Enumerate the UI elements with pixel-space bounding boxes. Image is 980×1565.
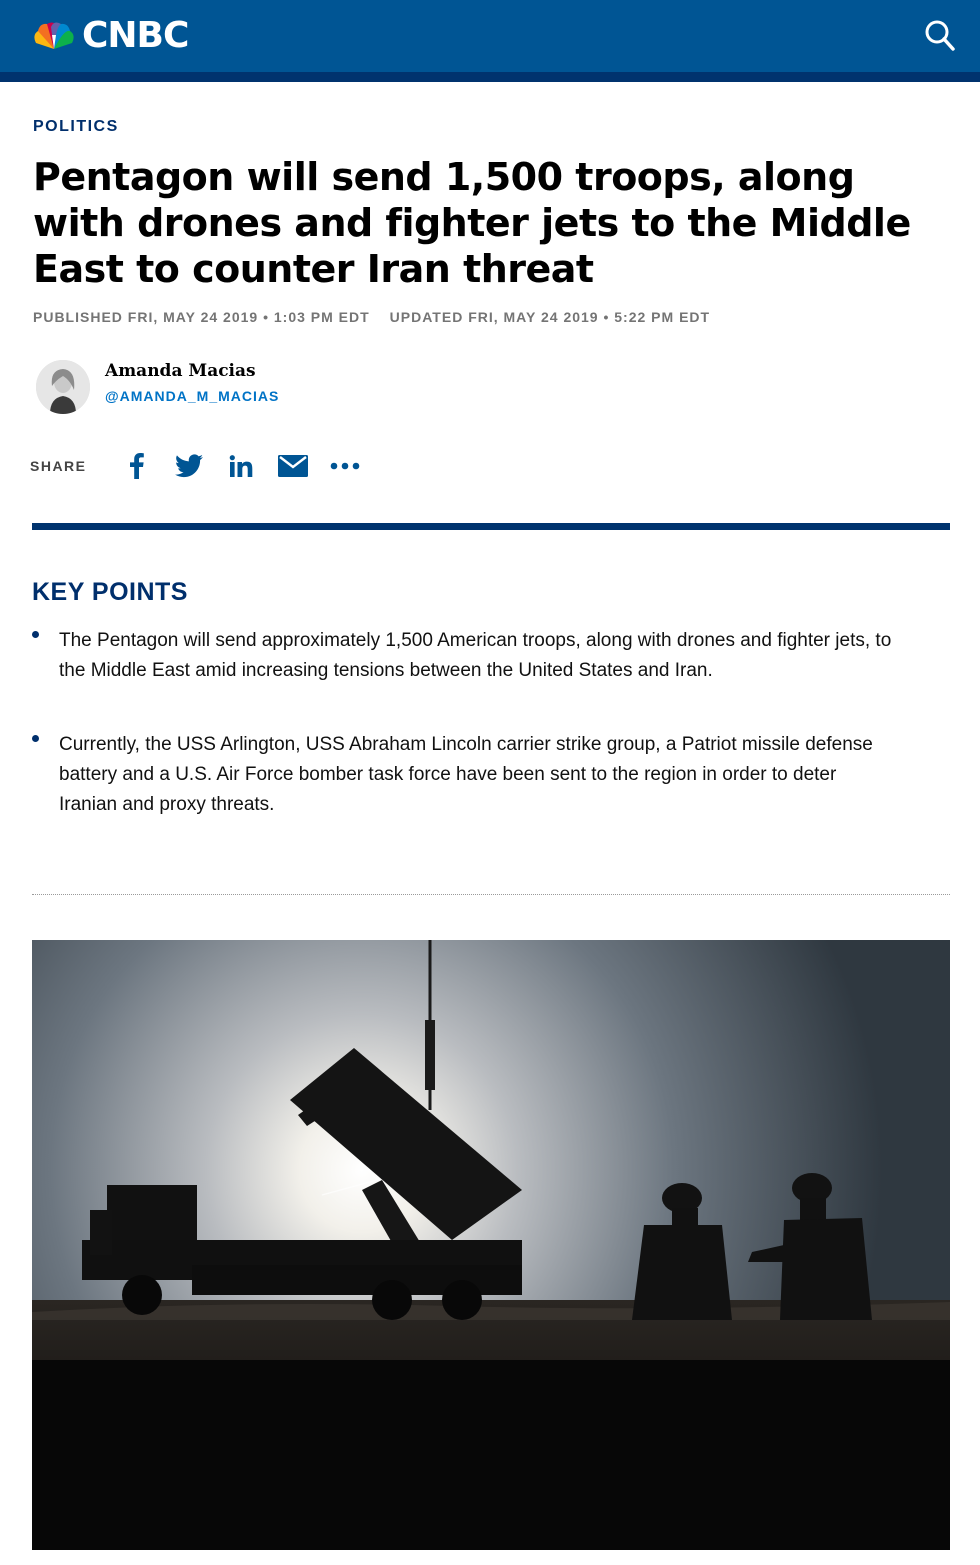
search-button[interactable] — [920, 16, 960, 56]
author-name[interactable]: Amanda Macias — [105, 361, 256, 381]
top-nav-bar — [0, 0, 980, 82]
author-twitter-handle[interactable]: @AMANDA_M_MACIAS — [105, 388, 280, 404]
email-icon — [278, 455, 308, 477]
linkedin-icon — [229, 455, 253, 477]
share-facebook-button[interactable] — [111, 448, 163, 484]
section-divider — [32, 523, 950, 530]
published-time: PUBLISHED FRI, MAY 24 2019 • 1:03 PM EDT — [33, 309, 370, 325]
article-headline: Pentagon will send 1,500 troops, along with drones and fighter jets to the Middle East to counter Iran threat — [33, 155, 911, 291]
updated-time: UPDATED FRI, MAY 24 2019 • 5:22 PM EDT — [389, 309, 711, 325]
more-icon — [330, 462, 360, 470]
share-more-button[interactable] — [319, 448, 371, 484]
share-twitter-button[interactable] — [163, 448, 215, 484]
cnbc-logo[interactable] — [30, 14, 188, 58]
key-points-list — [32, 626, 892, 864]
author-photo — [36, 360, 90, 414]
search-icon — [920, 16, 960, 56]
logo-wordmark: CNBC — [82, 15, 189, 56]
key-point-item: The Pentagon will send approximately 1,500 American troops, along with drones and fighter jets, to the Middle East amid increasing tensions between the United States and Iran. — [32, 626, 892, 686]
author-avatar[interactable] — [36, 360, 90, 414]
share-label: SHARE — [30, 458, 87, 474]
section-label[interactable]: POLITICS — [33, 118, 119, 135]
share-email-button[interactable] — [267, 448, 319, 484]
timestamps — [33, 309, 710, 325]
share-bar — [30, 448, 371, 484]
patriot-battery-silhouette-image — [32, 940, 950, 1550]
twitter-icon — [175, 454, 203, 478]
peacock-icon — [30, 21, 78, 51]
facebook-icon — [130, 453, 144, 479]
share-linkedin-button[interactable] — [215, 448, 267, 484]
article-hero-image[interactable] — [32, 940, 950, 1550]
dotted-divider — [32, 894, 950, 895]
key-point-item: Currently, the USS Arlington, USS Abraham Lincoln carrier strike group, a Patriot missile defense battery and a U.S. Air Force bomber task force have been sent to the region in order to deter Iranian and proxy threats. — [32, 730, 892, 820]
key-points-title: KEY POINTS — [32, 578, 188, 606]
